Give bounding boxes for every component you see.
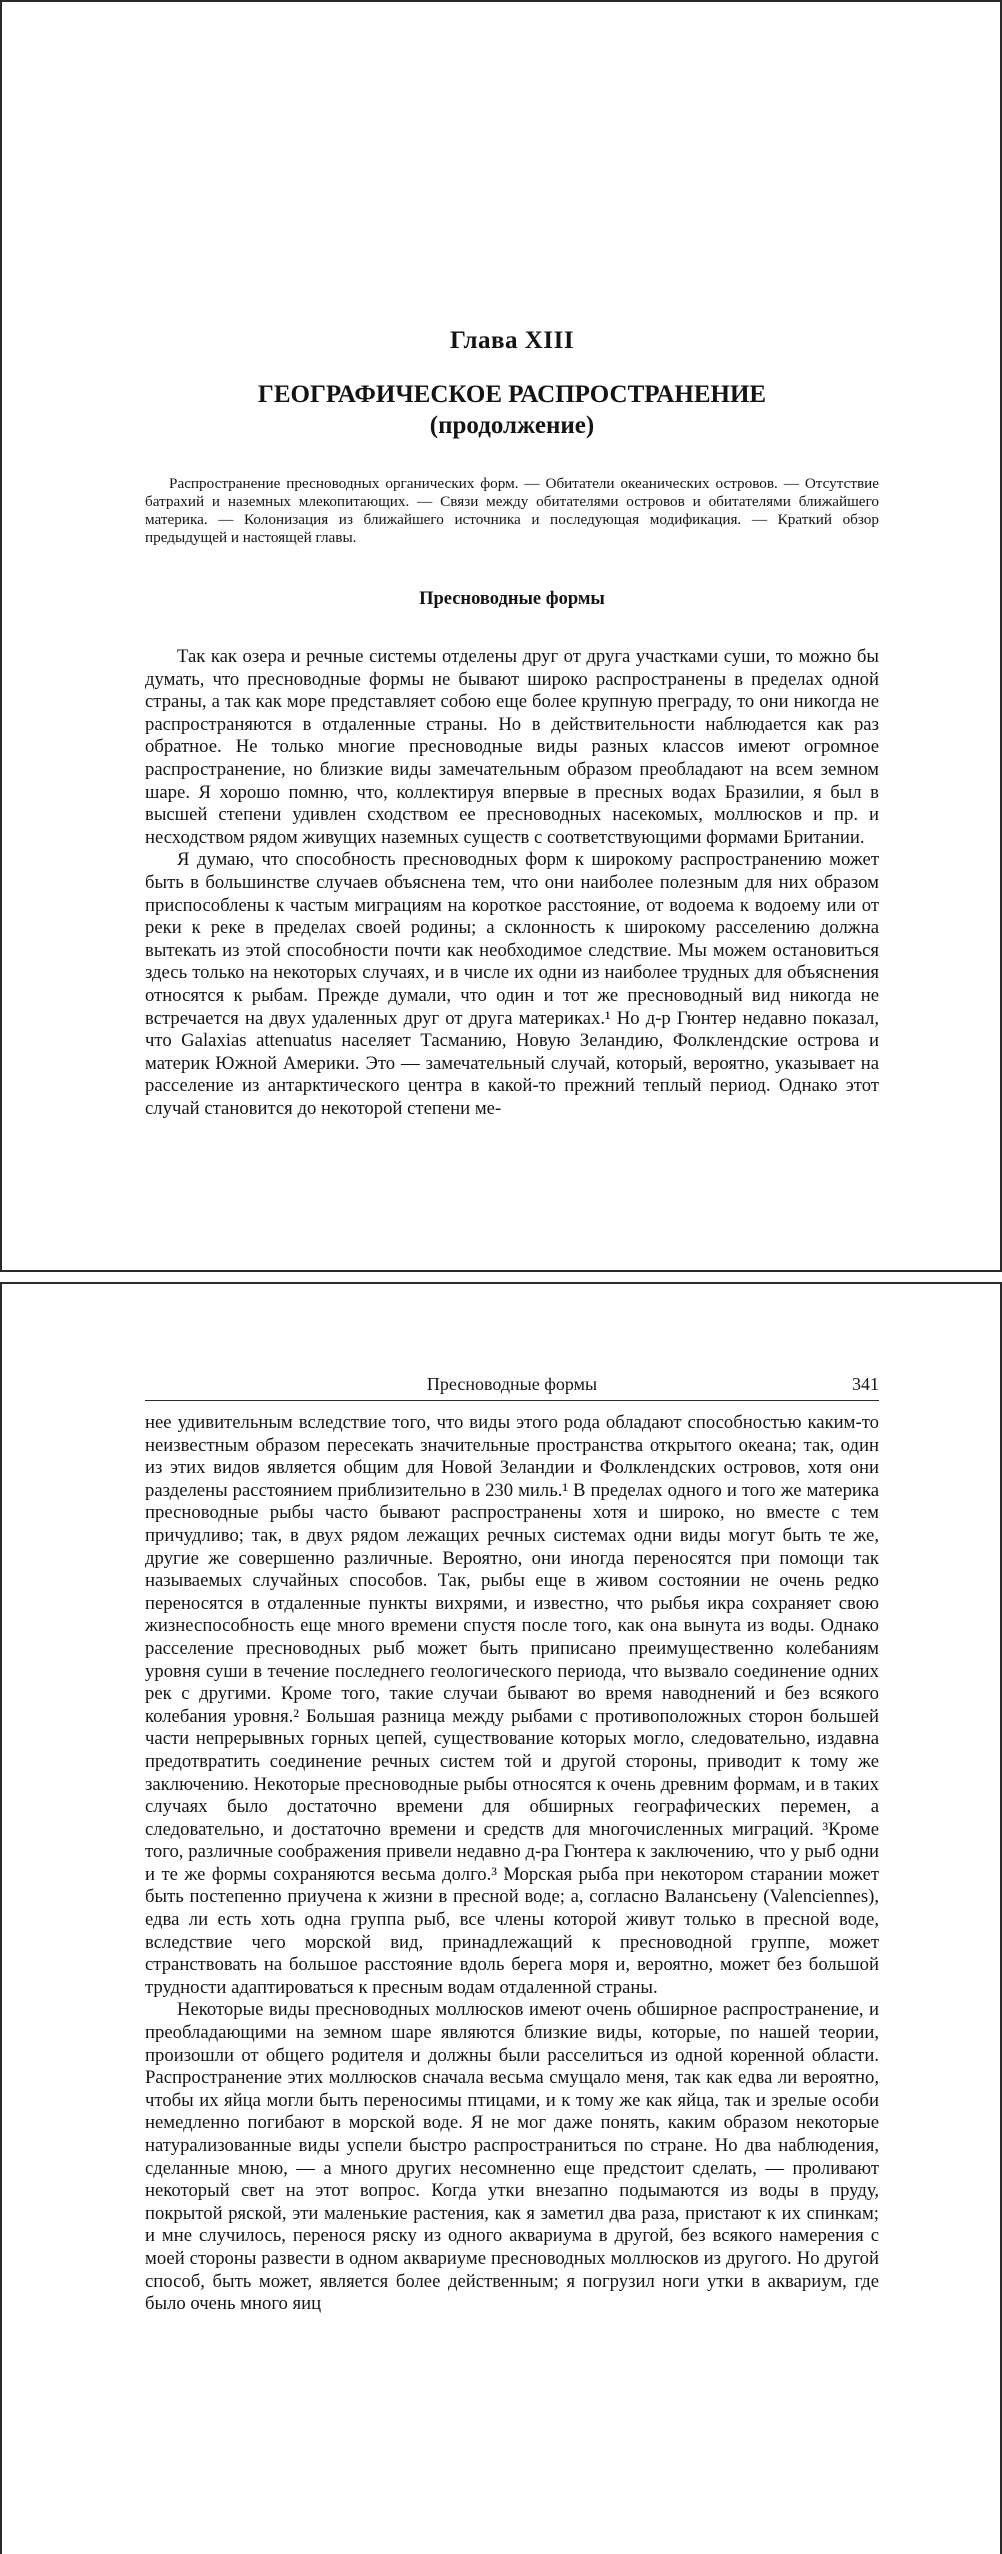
chapter-number: Глава XIII [449, 327, 575, 354]
chapter-title-main: ГЕОГРАФИЧЕСКОЕ РАСПРОСТРАНЕНИЕ [257, 381, 767, 408]
paragraph: Я думаю, что способность пресноводных форм к широкому распространению может быть в большинстве случаев объяснена тем, что они наиболее полезным для них образом приспособлены к частым миграциям на короткое расстояние, от водоема к водоему или от реки к реке в пределах своей родины; а склонность к широкому расселению должна вытекать из этой способности почти как необходимое следствие. Мы можем остановиться здесь только на некоторых случаях, и в числе их одни из наиболее трудных для объяснения относятся к рыбам. Прежде думали, что один и тот же пресноводный вид никогда не встречается на двух удаленных друг от друга материках.¹ Но д-р Гюнтер недавно показал, что Galaxias attenuatus населяет Тасманию, Новую Зеландию, Фолклендские острова и материк Южной Америки. Это — замечательный случай, который, вероятно, указывает на расселение из антарктического центра в какой-то прежний теплый период. Однако этот случай становится до некоторой степени ме- [145, 849, 879, 1119]
page-bottom [0, 1284, 1002, 2554]
paragraph: Так как озера и речные системы отделены друг от друга участками суши, то можно бы думать, что пресноводные формы не бывают широко распространены в пределах одной страны, а так как море представляет собою еще более крупную преграду, то они никогда не распространяются в отдаленные страны. Но в действительности наблюдается как раз обратное. Не только многие пресноводные виды разных классов имеют огромное распространение, но близкие виды замечательным образом преобладают на всем земном шаре. Я хорошо помню, что, коллектируя впервые в пресных водах Бразилии, я был в высшей степени удивлен сходством ее пресноводных насекомых, моллюсков и пр. и несходством рядом живущих наземных существ с соответствующими формами Британии. [145, 646, 879, 848]
page-body [145, 1412, 879, 2316]
page-content [145, 327, 879, 1120]
chapter-subtitle: (продолжение) [429, 412, 595, 439]
section-heading: Пресноводные формы [419, 589, 605, 609]
paragraph: Некоторые виды пресноводных моллюсков имеют очень обширное распространение, и преобладающими на земном шаре являются близкие виды, которые, по нашей теории, произошли от общего родителя и должны были расселиться из одной коренной области. Распространение этих моллюсков сначала весьма смущало меня, так как едва ли вероятно, чтобы их яйца могли быть переносимы птицами, и к тому же как яйца, так и зрелые особи немедленно погибают в морской воде. Я не мог даже понять, каким образом некоторые натурализованные виды успели быстро распространиться по стране. Но два наблюдения, сделанные мною, — а много других несомненно еще предстоит сделать, — проливают некоторый свет на этот вопрос. Когда утки внезапно подымаются из воды в пруду, покрытой ряской, эти маленькие растения, как я заметил два раза, пристают к их спинкам; и мне случилось, перенося ряску из одного аквариума в другой, без всякого намерения с моей стороны развести в одном аквариуме пресноводных моллюсков из другого. Но другой способ, быть может, является более действенным; я погрузил ноги утки в аквариум, где было очень много яиц [145, 1999, 879, 2315]
running-title: Пресноводные формы [426, 1374, 598, 1394]
chapter-title [145, 379, 879, 441]
page-top [0, 0, 1002, 1270]
paragraph: нее удивительным вследствие того, что виды этого рода обладают способностью каким-то неизвестным образом пересекать значительные пространства открытого океана; так, один из этих видов является общим для Новой Зеландии и Фолклендских островов, хотя они разделены расстоянием приблизительно в 230 миль.¹ В пределах одного и того же материка пресноводные рыбы часто бывают распространены хотя и широко, но вместе с тем причудливо; так, в двух рядом лежащих речных системах одни виды могут быть те же, другие же совершенно различные. Вероятно, они иногда переносятся при помощи так называемых случайных способов. Так, рыбы еще в живом состоянии не очень редко переносятся в отдаленные пункты вихрями, и известно, что рыбья икра сохраняет свою жизнеспособность еще много времени спустя после того, как она вынута из воды. Однако расселение пресноводных рыб может быть приписано преимущественно колебаниям уровня суши в течение последнего геологического периода, что вызвало соединение одних рек с другими. Кроме того, такие случаи бывают во время наводнений и без всякого колебания уровня.² Большая разница между рыбами с противоположных сторон большей части непрерывных горных цепей, существование которых могло, следовательно, издавна предотвратить соединение речных систем той и другой стороны, приводит к тому же заключению. Некоторые пресноводные рыбы относятся к очень древним формам, и в таких случаях было достаточно времени для обширных географических перемен, а следовательно, и достаточно времени и средств для многочисленных миграций. ³Кроме того, различные соображения привели недавно д-ра Гюнтера к заключению, что у рыб одни и те же формы сохраняются весьма долго.³ Морская рыба при некотором старании может быть постепенно приучена к жизни в пресной воде; а, согласно Валансьену (Valenciennes), едва ли есть хоть одна группа рыб, все члены которой живут только в пресной воде, вследствие чего морской вид, принадлежащий к пресноводной группе, может странствовать на большое расстояние вдоль берега моря и, вероятно, может без большой трудности адаптироваться к пресным водам отдаленной страны. [145, 1412, 879, 1998]
page-number: 341 [852, 1374, 879, 1394]
page-separator [0, 1270, 1002, 1284]
running-header [145, 1372, 879, 1401]
chapter-summary: Распространение пресноводных органических форм. — Обитатели океанических островов. — Отсутствие батрахий и наземных млекопитающих. — Связи между обитателями островов и обитателями ближайшего материка. — Колонизация из ближайшего источника и последующая модификация. — Краткий обзор предыдущей и настоящей главы. [145, 475, 879, 546]
